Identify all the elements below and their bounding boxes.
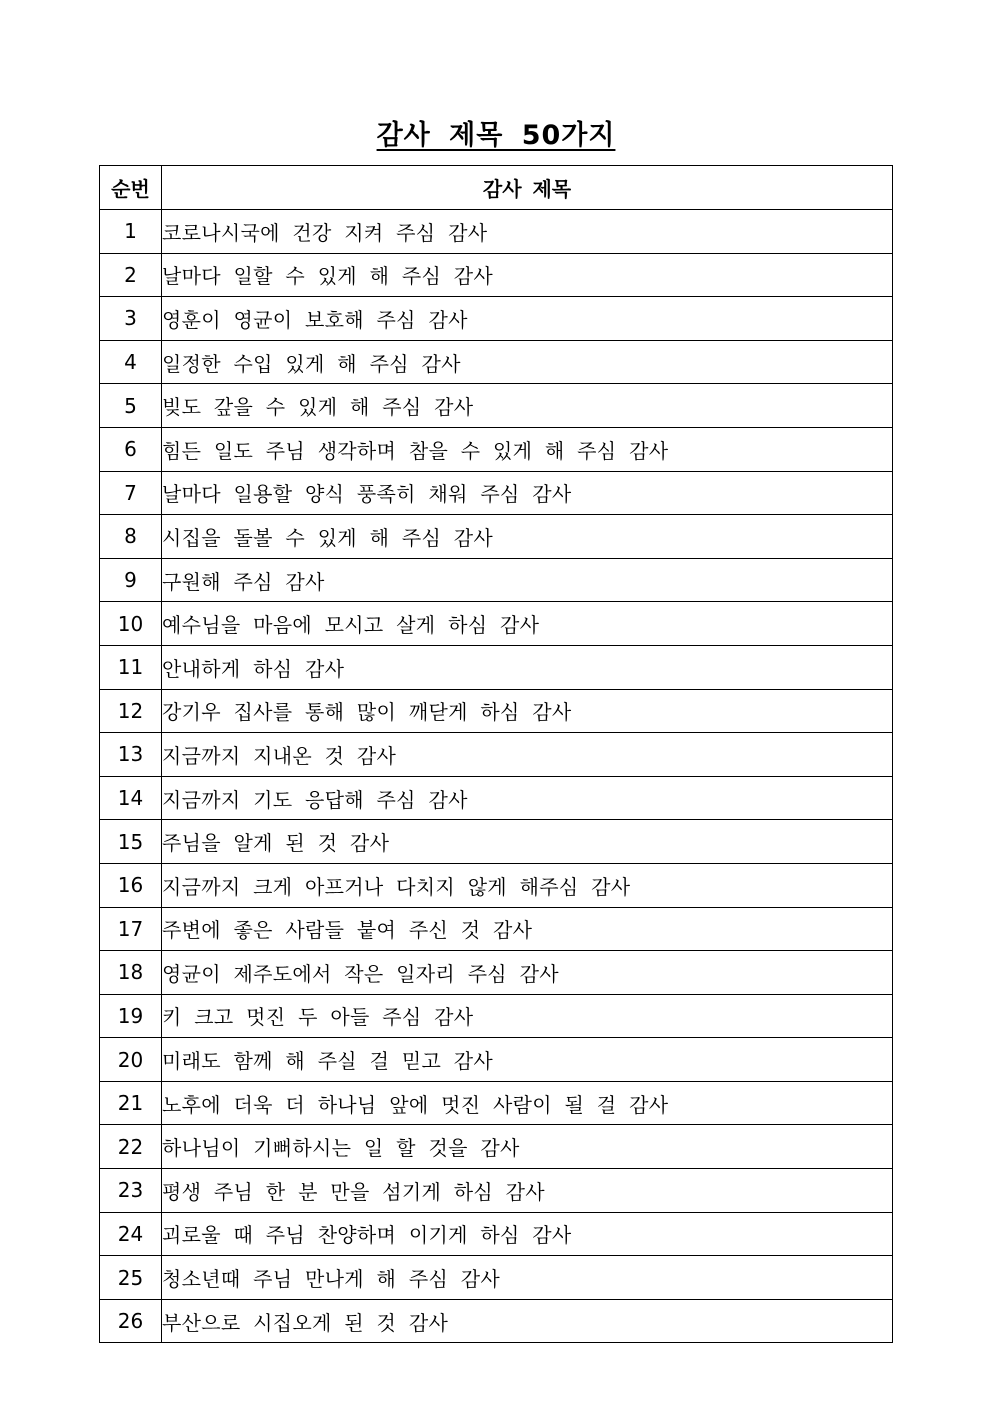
page-title-text: 감사 제목 50가지 [376,120,616,151]
table-row [100,1256,893,1300]
table-row [100,1169,893,1213]
table-row [100,427,893,471]
row-number: 3 [100,297,162,341]
table-row [100,733,893,777]
table-row [100,907,893,951]
row-text: 안내하게 하심 감사 [162,645,893,689]
row-number: 18 [100,951,162,995]
row-text: 시집을 돌볼 수 있게 해 주심 감사 [162,515,893,559]
row-text: 주님을 알게 된 것 감사 [162,820,893,864]
row-text: 지금까지 지내온 것 감사 [162,733,893,777]
row-text: 부산으로 시집오게 된 것 감사 [162,1299,893,1343]
row-text: 미래도 함께 해 주실 걸 믿고 감사 [162,1038,893,1082]
row-number: 13 [100,733,162,777]
page-title [0,113,992,152]
column-header-number: 순번 [100,166,162,210]
table-row [100,297,893,341]
table-row [100,471,893,515]
row-number: 12 [100,689,162,733]
row-number: 19 [100,994,162,1038]
table-row [100,1081,893,1125]
row-text: 빚도 갚을 수 있게 해 주심 감사 [162,384,893,428]
table-row [100,820,893,864]
row-text: 힘든 일도 주님 생각하며 참을 수 있게 해 주심 감사 [162,427,893,471]
table-row [100,1212,893,1256]
table-header-row [100,166,893,210]
row-text: 청소년때 주님 만나게 해 주심 감사 [162,1256,893,1300]
row-number: 10 [100,602,162,646]
table-row [100,210,893,254]
table-row [100,863,893,907]
table-row [100,689,893,733]
table-row [100,602,893,646]
row-number: 7 [100,471,162,515]
row-text: 영균이 제주도에서 작은 일자리 주심 감사 [162,951,893,995]
row-number: 16 [100,863,162,907]
row-text: 영훈이 영균이 보호해 주심 감사 [162,297,893,341]
table-row [100,994,893,1038]
row-text: 강기우 집사를 통해 많이 깨닫게 하심 감사 [162,689,893,733]
row-text: 하나님이 기뻐하시는 일 할 것을 감사 [162,1125,893,1169]
row-number: 21 [100,1081,162,1125]
row-number: 25 [100,1256,162,1300]
table-row [100,1299,893,1343]
row-text: 지금까지 기도 응답해 주심 감사 [162,776,893,820]
row-text: 괴로울 때 주님 찬양하며 이기게 하심 감사 [162,1212,893,1256]
row-text: 주변에 좋은 사람들 붙여 주신 것 감사 [162,907,893,951]
row-text: 노후에 더욱 더 하나님 앞에 멋진 사람이 될 걸 감사 [162,1081,893,1125]
row-number: 26 [100,1299,162,1343]
row-number: 22 [100,1125,162,1169]
row-number: 2 [100,253,162,297]
table-row [100,515,893,559]
row-text: 구원해 주심 감사 [162,558,893,602]
row-number: 5 [100,384,162,428]
row-number: 15 [100,820,162,864]
row-number: 11 [100,645,162,689]
row-number: 6 [100,427,162,471]
row-number: 23 [100,1169,162,1213]
table-row [100,645,893,689]
row-text: 평생 주님 한 분 만을 섬기게 하심 감사 [162,1169,893,1213]
row-text: 코로나시국에 건강 지켜 주심 감사 [162,210,893,254]
table-row [100,253,893,297]
table-row [100,1038,893,1082]
row-number: 20 [100,1038,162,1082]
row-text: 키 크고 멋진 두 아들 주심 감사 [162,994,893,1038]
row-number: 4 [100,340,162,384]
row-number: 14 [100,776,162,820]
table-row [100,1125,893,1169]
table-row [100,558,893,602]
row-text: 일정한 수입 있게 해 주심 감사 [162,340,893,384]
row-text: 날마다 일할 수 있게 해 주심 감사 [162,253,893,297]
row-number: 24 [100,1212,162,1256]
row-number: 1 [100,210,162,254]
table-row [100,384,893,428]
thanks-table [99,165,893,1343]
table-row [100,776,893,820]
column-header-title: 감사 제목 [162,166,893,210]
row-text: 예수님을 마음에 모시고 살게 하심 감사 [162,602,893,646]
row-text: 날마다 일용할 양식 풍족히 채워 주심 감사 [162,471,893,515]
row-number: 8 [100,515,162,559]
row-number: 17 [100,907,162,951]
table-row [100,951,893,995]
table-row [100,340,893,384]
row-text: 지금까지 크게 아프거나 다치지 않게 해주심 감사 [162,863,893,907]
row-number: 9 [100,558,162,602]
